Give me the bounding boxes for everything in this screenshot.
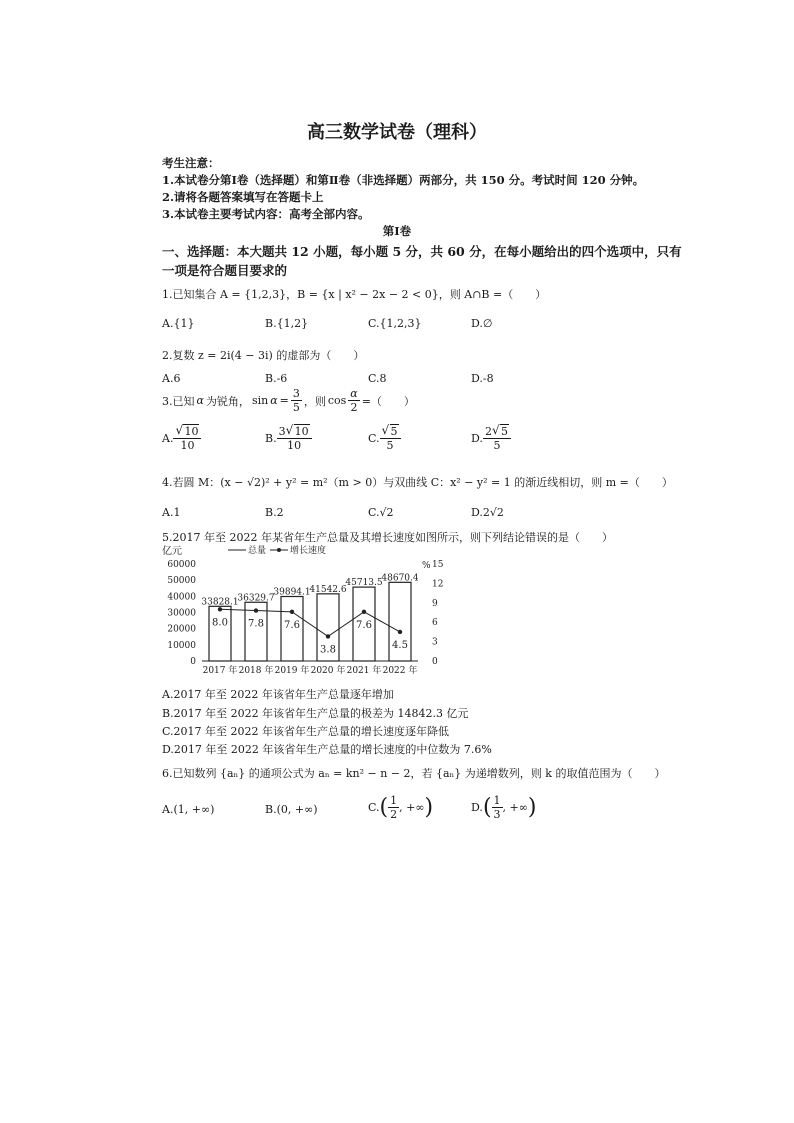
q6-option-c-fraction — [388, 795, 399, 820]
q1-option-b: B.{1,2} — [265, 317, 309, 330]
question-5: 5.2017 年至 2022 年某省年生产总量及其增长速度如图所示，则下列结论错误的是（ ） — [162, 531, 613, 544]
q3-option-a-letter: A. — [162, 432, 174, 445]
q3-option-a-radicand: 10 — [184, 425, 199, 438]
q3-equals: = — [279, 394, 289, 407]
q3-option-d-coef: 2 — [484, 425, 492, 438]
x-tick-label: 2022 年 — [382, 666, 418, 676]
q5-option-a: A.2017 年至 2022 年该省年生产总量逐年增加 — [162, 688, 394, 701]
q2-option-c: C.8 — [368, 372, 387, 385]
right-axis-unit: % — [422, 561, 431, 571]
q6-option-d — [471, 795, 537, 820]
rate-point — [326, 634, 330, 638]
q3-cos-den: 2 — [350, 401, 358, 414]
q3-option-d-fraction — [483, 426, 511, 451]
question-1: 1.已知集合 A = {1,2,3}，B = {x | x² − 2x − 2 < 0}，则 A∩B =（ ） — [162, 288, 547, 301]
rate-value-label: 7.8 — [248, 618, 264, 630]
question-3 — [162, 388, 415, 413]
q6-option-c-tail: , +∞ — [399, 801, 425, 814]
q5-option-c: C.2017 年至 2022 年该省年生产总量的增长速度逐年降低 — [162, 725, 449, 738]
q3-sin: sin — [251, 394, 269, 407]
left-tick-label: 10000 — [167, 640, 196, 651]
rate-point — [362, 610, 366, 614]
q4-option-b: B.2 — [265, 506, 284, 519]
question-6: 6.已知数列 {aₙ} 的通项公式为 aₙ = kn² − n − 2，若 {aₙ} 为递增数列，则 k 的取值范围为（ ） — [162, 767, 666, 780]
q3-cos-fraction — [348, 388, 359, 413]
rate-value-label: 7.6 — [284, 619, 300, 631]
left-tick-label: 30000 — [167, 608, 196, 619]
q3-sin-den: 5 — [292, 401, 300, 414]
q3-option-b-coef: 3 — [278, 425, 286, 438]
q6-option-d-den: 3 — [493, 808, 501, 821]
x-tick-label: 2021 年 — [346, 666, 382, 676]
q3-option-c — [368, 426, 401, 451]
right-tick-label: 15 — [432, 560, 444, 570]
q6-option-b-text: (0, +∞) — [276, 803, 318, 816]
q3-option-a-den: 10 — [180, 439, 195, 452]
q4-option-a: A.1 — [162, 506, 181, 519]
q6-option-a-letter: A. — [162, 803, 174, 816]
q3-option-b-radicand: 10 — [294, 425, 309, 438]
q6-option-d-num: 1 — [493, 794, 501, 807]
q3-option-c-fraction — [380, 426, 401, 451]
part-heading: 第Ⅰ卷 — [382, 224, 412, 238]
paren-left: ( — [482, 794, 492, 820]
paren-right: ) — [527, 794, 537, 820]
q3-alpha: α — [196, 394, 204, 407]
q3-text-b: 为锐角， — [205, 394, 250, 408]
q3-alpha-2: α — [270, 394, 278, 407]
q4-option-c: C.√2 — [368, 506, 394, 519]
x-tick-label: 2018 年 — [238, 666, 274, 676]
rate-value-label: 8.0 — [212, 617, 228, 629]
q6-option-c — [368, 795, 433, 820]
q6-option-d-tail: , +∞ — [502, 801, 528, 814]
q3-option-d-letter: D. — [471, 432, 483, 445]
q6-option-a-text: (1, +∞) — [173, 803, 215, 816]
q3-option-a — [162, 426, 201, 451]
q6-option-d-fraction — [492, 795, 503, 820]
q3-option-b-den: 10 — [287, 439, 302, 452]
notice-item-3: 3.本试卷主要考试内容：高考全部内容。 — [162, 207, 370, 221]
rate-point — [254, 608, 258, 612]
q3-option-b-letter: B. — [265, 432, 277, 445]
q6-option-c-den: 2 — [390, 808, 398, 821]
legend-rate-marker — [277, 548, 281, 552]
paren-left: ( — [379, 794, 389, 820]
question-2: 2.复数 z = 2i(4 − 3i) 的虚部为（ ） — [162, 349, 365, 362]
left-tick-label: 60000 — [167, 560, 196, 570]
section-heading-line2: 一项是符合题目要求的 — [162, 263, 288, 278]
q5-option-b: B.2017 年至 2022 年该省年生产总量的极差为 14842.3 亿元 — [162, 707, 469, 720]
rate-point — [398, 630, 402, 634]
q3-option-b — [265, 426, 312, 451]
q6-option-c-num: 1 — [390, 794, 398, 807]
q1-option-a: A.{1} — [162, 317, 195, 330]
sqrt-symbol — [286, 426, 310, 437]
rate-value-label: 3.8 — [320, 644, 336, 656]
x-tick-label: 2020 年 — [310, 666, 346, 676]
q3-text-c: ，则 — [303, 394, 326, 408]
notice-heading: 考生注意： — [162, 156, 220, 170]
left-axis-unit: 亿元 — [162, 546, 182, 557]
bar-value-label: 45713.5 — [345, 578, 383, 589]
sqrt-symbol — [175, 426, 199, 437]
rate-point — [290, 610, 294, 614]
q3-sin-num: 3 — [292, 387, 300, 400]
bar-value-label: 36329.7 — [237, 593, 275, 604]
q1-option-c: C.{1,2,3} — [368, 317, 422, 330]
q6-option-b — [265, 803, 318, 816]
bar-value-label: 39894.1 — [273, 587, 311, 598]
q3-option-c-letter: C. — [368, 432, 380, 445]
rate-point — [218, 607, 222, 611]
production-chart — [158, 542, 444, 676]
left-tick-label: 40000 — [167, 592, 196, 603]
q3-option-c-radicand: 5 — [390, 425, 398, 438]
q5-option-d: D.2017 年至 2022 年该省年生产总量的增长速度的中位数为 7.6% — [162, 743, 492, 756]
q3-option-d-radicand: 5 — [500, 425, 508, 438]
q1-option-d: D.∅ — [471, 317, 493, 330]
q6-option-a — [162, 803, 214, 816]
legend-rate-label: 增长速度 — [290, 546, 327, 556]
q4-option-d: D.2√2 — [471, 506, 504, 519]
bar-total — [209, 606, 231, 661]
rate-value-label: 4.5 — [392, 639, 408, 651]
right-tick-label: 12 — [432, 579, 444, 590]
bar-value-label: 48670.4 — [381, 573, 419, 584]
legend-total-label: 总量 — [248, 546, 267, 556]
left-tick-label: 50000 — [167, 576, 196, 587]
right-tick-label: 6 — [432, 618, 438, 629]
q3-option-b-fraction — [277, 426, 312, 451]
q6-option-b-letter: B. — [265, 803, 277, 816]
q2-option-b: B.-6 — [265, 372, 288, 385]
q3-option-d-den: 5 — [493, 439, 501, 452]
right-tick-label: 9 — [432, 598, 438, 609]
left-tick-label: 0 — [190, 657, 196, 667]
right-tick-label: 0 — [432, 657, 438, 667]
question-4: 4.若圆 M：(x − √2)² + y² = m²（m > 0）与双曲线 C：x² − y² = 1 的渐近线相切，则 m =（ ） — [162, 476, 673, 489]
rate-value-label: 7.6 — [356, 619, 372, 631]
right-tick-label: 3 — [432, 637, 438, 648]
q3-cos: cos — [327, 394, 347, 407]
q3-text-d: =（ ） — [361, 394, 415, 408]
q2-option-a: A.6 — [162, 372, 181, 385]
q3-option-d — [471, 426, 511, 451]
notice-item-2: 2.请将各题答案填写在答题卡上 — [162, 190, 324, 204]
q3-option-c-den: 5 — [386, 439, 394, 452]
notice-item-1: 1.本试卷分第Ⅰ卷（选择题）和第Ⅱ卷（非选择题）两部分，共 150 分。考试时间 120 分钟。 — [162, 173, 645, 187]
x-tick-label: 2017 年 — [202, 666, 238, 676]
paren-right: ) — [424, 794, 434, 820]
left-tick-label: 20000 — [167, 624, 196, 635]
sqrt-symbol — [492, 426, 509, 437]
q3-cos-num: α — [350, 387, 358, 400]
q6-option-c-letter: C. — [368, 801, 380, 814]
sqrt-symbol — [382, 426, 399, 437]
q3-sin-fraction — [291, 388, 302, 413]
section-heading-line1: 一、选择题：本大题共 12 小题，每小题 5 分，共 60 分，在每小题给出的四个选项中，只有 — [162, 244, 682, 259]
q3-text-a: 3.已知 — [162, 394, 195, 408]
x-tick-label: 2019 年 — [274, 666, 310, 676]
page-title: 高三数学试卷（理科） — [307, 122, 487, 143]
q6-option-d-letter: D. — [471, 801, 483, 814]
q2-option-d: D.-8 — [471, 372, 494, 385]
bar-value-label: 41542.6 — [309, 584, 347, 595]
q3-option-a-fraction — [173, 426, 201, 451]
bar-value-label: 33828.1 — [201, 597, 239, 608]
